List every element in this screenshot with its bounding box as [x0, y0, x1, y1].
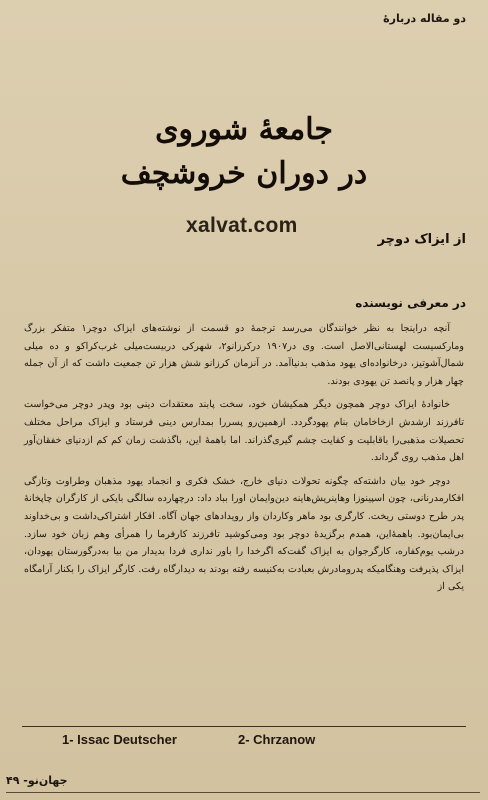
title-line-2: در دوران خروشچف: [120, 156, 368, 191]
section-label: دو مقاله دربارهٔ: [383, 12, 466, 25]
paragraph-2: خانوادهٔ ایزاک دوچر همچون دیگر همکیشان خود، سخت پابند معتقدات دینی بود وپدر دوچر می‌خواست تافرزند ارشدش ازخاخامان بنام یهودگردد. ازهمین‌رو پسررا بمدارس دینی فرستاد و ایزاک مراحل مختلف تحصیلات مذهبی‌را باقابلیت و کفایت چشم گیری‌گذراند. اما باهمهٔ این، باگذشت زمان کم کم ازدنیای خفقان‌آور اهل مذهب روی گرداند.: [24, 399, 464, 464]
title-line-1: جامعهٔ شوروی: [155, 112, 333, 147]
paragraph-1: آنچه دراینجا به نظر خوانندگان می‌رسد ترجمهٔ دو قسمت از نوشته‌های ایزاک دوچر۱ متفکر بزرگ ومارکسیست لهستانی‌الاصل است. وی در۱۹۰۷ درکرزانو۲، شهرکی دربیست‌میلی غرب‌کراکو و ده میلی شمال‌آشوتیز، درخانواده‌ای یهود مذهب بدنیا‌آمد. در آنزمان کرزانو شش هزار تن جمعیت داشت که از آن جمله چهار هزار و پانصد تن یهودی بودند.: [24, 323, 464, 387]
article-title: [0, 108, 488, 196]
body-text: [24, 320, 464, 602]
footnote-2: 2- Chrzanow: [238, 732, 316, 747]
author-byline: از ایزاک دوچر: [377, 232, 466, 247]
watermark: xalvat.com: [186, 214, 298, 237]
bottom-rule: [6, 792, 480, 793]
paragraph-3: دوچر خود بیان داشته‌که چگونه تحولات دنیای خارج، خشک فکری و انجماد یهود مذهبان وطراوت وتازگی افکارمدرنانی، چون اسپینوزا وهاینریش‌هاینه دین‌وایمان اورا بباد داد: درچهارده سالگی بایکی از کارگران چاپخانهٔ پدر طرح دوستی ریخت. کارگری بود ماهر وکاردان واز رویدادهای جهان آگاه. افکار اشتراکی‌داشت و بی‌خداوند بی‌ایمان‌بود. باهمهٔ‌این، همدم برگزیدهٔ دوچر بود ومی‌کوشید تافرزند کارفرما را همرأی وهم زبان خود سازد. درشب یوم‌کفاره، کارگرجوان به ایزاک گفت‌که اگرخدا را باور نداری فردا بدیدار من بیا به‌درگورستان یهودان، ایزاک پذیرفت وهنگامیکه پدرومادرش بعبادت به‌کنیسه رفته بودند به دیدارگاه رفت. کارگر ایزاک را بکنار آرامگاه یکی از: [24, 475, 464, 593]
section-heading: در معرفی نویسنده: [355, 296, 466, 310]
footnote-divider: [22, 726, 466, 727]
footnote-1: 1- Issac Deutscher: [62, 732, 177, 747]
page-footer: جهان‌نو- ۴۹: [6, 774, 68, 787]
